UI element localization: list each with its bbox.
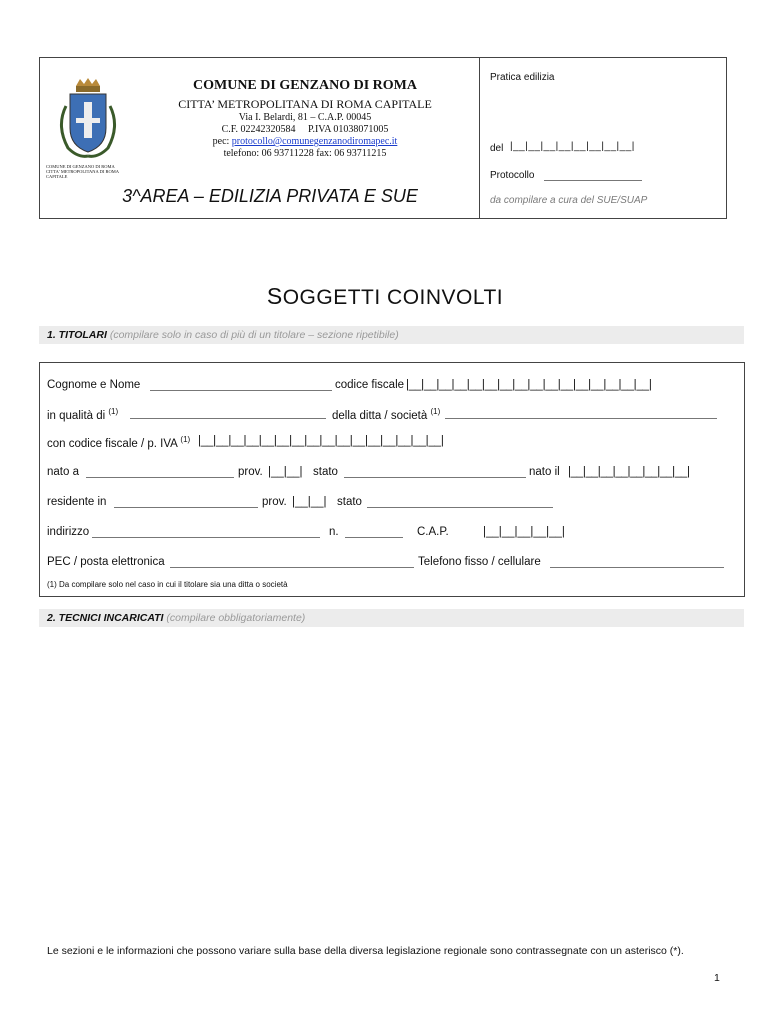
footer-note: Le sezioni e le informazioni che possono variare sulla base della diversa legislazione regionale sono contrassegnate con un asterisco (*). [47, 945, 684, 957]
pec-label: PEC / posta elettronica [47, 556, 165, 568]
residente-label: residente in [47, 496, 107, 508]
pratica-note: da compilare a cura del SUE/SUAP [490, 195, 648, 206]
nato-label: nato a [47, 466, 79, 478]
cf-label: codice fiscale [335, 379, 405, 391]
qualita-label: in qualità di $^{(1)}$ [47, 407, 119, 422]
qualita-input[interactable] [130, 418, 326, 419]
fiscal-codes: C.F. 02242320584 P.IVA 01038071005 [221, 124, 389, 135]
cognome-label: Cognome e Nome [47, 379, 141, 391]
pec-line: pec: protocollo@comunegenzanodiromapec.it [212, 136, 398, 147]
protocollo-field[interactable] [544, 180, 642, 181]
coat-of-arms-logo [52, 76, 124, 164]
comune-name: COMUNE DI GENZANO DI ROMA [193, 78, 417, 93]
del-date-field[interactable]: |__|__|__|__|__|__|__|__| [510, 141, 635, 152]
section2-header [39, 609, 744, 627]
piva-label: con codice fiscale / p. IVA $^{(1)}$ [47, 435, 191, 450]
nato-il-input[interactable]: |__|__|__|__|__|__|__|__| [568, 466, 690, 478]
res-stato-input[interactable] [367, 507, 553, 508]
nato-input[interactable] [86, 477, 234, 478]
prov-input[interactable]: |__|__| [268, 466, 303, 478]
section1-heading: 1. TITOLARI [47, 329, 107, 341]
page-number: 1 [714, 972, 720, 984]
res-prov-input[interactable]: |__|__| [292, 496, 327, 508]
section2-heading: 2. TECNICI INCARICATI [47, 612, 164, 624]
del-label: del [490, 143, 504, 154]
telefono-input[interactable] [550, 567, 724, 568]
stato-label: stato [313, 466, 338, 478]
ditta-label: della ditta / società $^{(1)}$ [332, 407, 441, 422]
section1-header [39, 326, 744, 344]
section1-note: (compilare solo in caso di più di un titolare – sezione ripetibile) [109, 329, 399, 341]
protocollo-label: Protocollo [490, 170, 535, 181]
telefono-label: Telefono fisso / cellulare [418, 556, 541, 568]
footnote: (1) Da compilare solo nel caso in cui il titolare sia una ditta o società [47, 580, 288, 589]
citta-metropolitana: CITTA’ METROPOLITANA DI ROMA CAPITALE [178, 97, 432, 111]
section2-note: (compilare obbligatoriamente) [166, 612, 306, 624]
res-prov-label: prov. [262, 496, 287, 508]
nato-il-label: nato il [529, 466, 560, 478]
stato-input[interactable] [344, 477, 526, 478]
residente-input[interactable] [114, 507, 258, 508]
indirizzo-input[interactable] [92, 537, 320, 538]
cap-label: C.A.P. [417, 526, 449, 538]
res-stato-label: stato [337, 496, 362, 508]
cap-input[interactable]: |__|__|__|__|__| [483, 526, 565, 538]
cf-input[interactable]: |__|__|__|__|__|__|__|__|__|__|__|__|__|__|__|__| [406, 379, 652, 391]
pec-link[interactable]: protocollo@comunegenzanodiromapec.it [231, 136, 398, 147]
numero-input[interactable] [345, 537, 403, 538]
pratica-label: Pratica edilizia [490, 72, 555, 83]
cognome-input[interactable] [150, 390, 332, 391]
address: Via I. Belardi, 81 – C.A.P. 00045 [238, 112, 372, 123]
logo-caption: COMUNE DI GENZANO DI ROMA CITTA' METROPOLITANA DI ROMA CAPITALE [46, 164, 119, 179]
numero-label: n. [329, 526, 339, 538]
pec-input[interactable] [170, 567, 414, 568]
indirizzo-label: indirizzo [47, 526, 90, 538]
page-title: SOGGETTI COINVOLTI [266, 283, 504, 309]
ditta-input[interactable] [445, 418, 717, 419]
phone-fax: telefono: 06 93711228 fax: 06 93711215 [223, 148, 387, 159]
piva-input[interactable]: |__|__|__|__|__|__|__|__|__|__|__|__|__|__|__|__| [198, 435, 444, 447]
area-title: 3^AREA – EDILIZIA PRIVATA E SUE [122, 186, 418, 206]
prov-label: prov. [238, 466, 263, 478]
